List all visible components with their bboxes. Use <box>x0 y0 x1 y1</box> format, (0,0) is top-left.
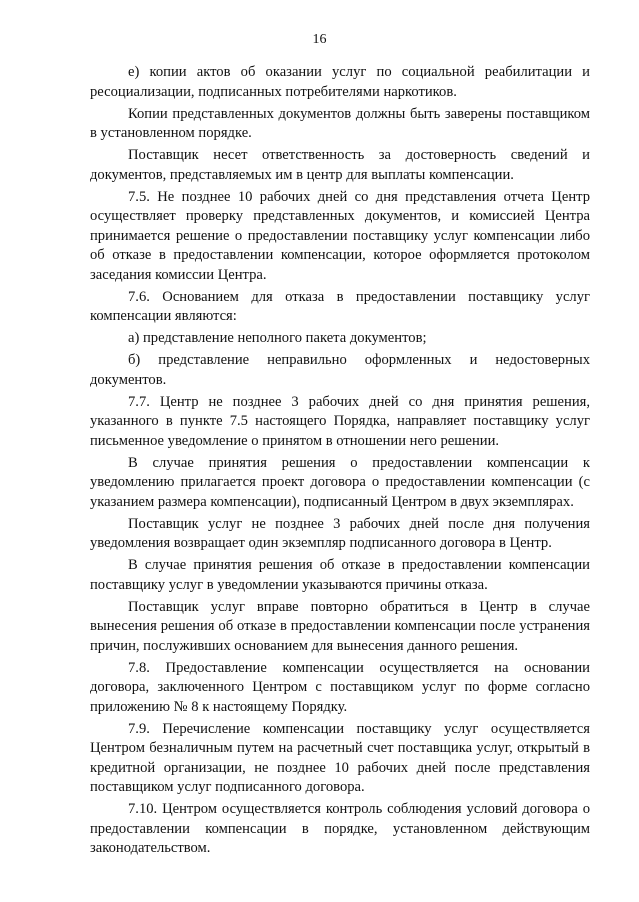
paragraph-contract-return: Поставщик услуг не позднее 3 рабочих дней после дня получения уведомления возвращает один экземпляр подписанного договора в Центр. <box>90 515 590 551</box>
paragraph-reapply: Поставщик услуг вправе повторно обратиться в Центр в случае вынесения решения об отказе в предоставлении компенсации после устранения причин, послуживших основанием для вынесения данного решения. <box>90 598 590 654</box>
page-number: 16 <box>312 32 327 47</box>
paragraph-7-9: 7.9. Перечисление компенсации поставщику услуг осуществляется Центром безналичным путем на расчетный счет поставщика услуг, открытый в кредитной организации, не позднее 10 рабочих дней после представления поставщиком услуг подписанного договора. <box>90 720 590 795</box>
paragraph-refusal-case: В случае принятия решения об отказе в предоставлении компенсации поставщику услуг в уведомлении указываются причины отказа. <box>90 557 590 593</box>
paragraph-supplier-responsibility: Поставщик несет ответственность за достоверность сведений и документов, представляемых им в центр для выплаты компенсации. <box>90 147 590 183</box>
paragraph-approval-case: В случае принятия решения о предоставлении компенсации к уведомлению прилагается проект договора о предоставлении компенсации (с указанием размера компенсации), подписанный Центром в двух экземплярах. <box>90 454 590 510</box>
paragraph-reason-a: а) представление неполного пакета документов; <box>128 330 427 346</box>
document-body <box>90 63 590 861</box>
paragraph-7-6: 7.6. Основанием для отказа в предоставлении поставщику услуг компенсации являются: <box>90 288 590 324</box>
paragraph-list-item-e: е) копии актов об оказании услуг по социальной реабилитации и ресоциализации, подписанных потребителями наркотиков. <box>90 64 590 100</box>
paragraph-7-8: 7.8. Предоставление компенсации осуществляется на основании договора, заключенного Центром с поставщиком услуг по форме согласно приложению № 8 к настоящему Порядку. <box>90 659 590 715</box>
paragraph-7-7: 7.7. Центр не позднее 3 рабочих дней со дня принятия решения, указанного в пункте 7.5 настоящего Порядка, направляет поставщику услуг письменное уведомление о принятом в отношении него решении. <box>90 393 590 449</box>
paragraph-7-5: 7.5. Не позднее 10 рабочих дней со дня представления отчета Центр осуществляет проверку представленных документов, и комиссией Центра принимается решение о предоставлении поставщику услуг компенсации либо об отказе в предоставлении компенсации, которое оформляется протоколом заседания комиссии Центра. <box>90 188 590 283</box>
paragraph-7-10: 7.10. Центром осуществляется контроль соблюдения условий договора о предоставлении компенсации в порядке, установленном действующим законодательством. <box>90 801 590 856</box>
paragraph-copies-certified: Копии представленных документов должны быть заверены поставщиком в установленном порядке. <box>90 105 590 141</box>
paragraph-reason-b: б) представление неправильно оформленных и недостоверных документов. <box>90 352 590 388</box>
